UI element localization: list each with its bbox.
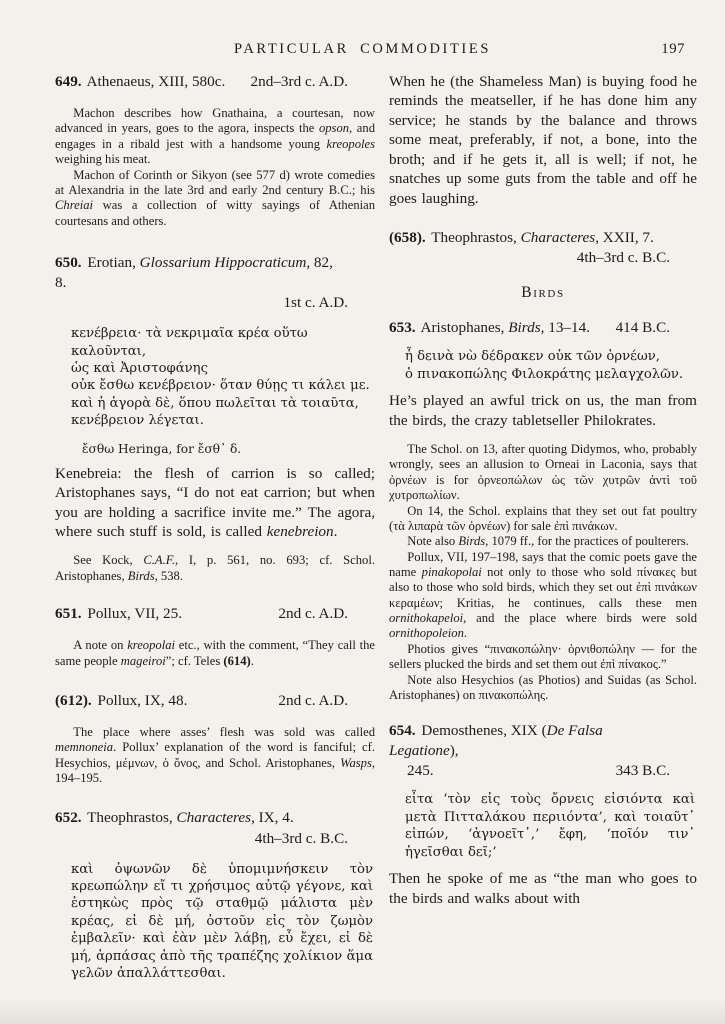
right-column: [389, 72, 697, 908]
left-column: [55, 72, 375, 983]
entry-date: 4th–3rd c. B.C.: [576, 249, 670, 267]
entry-heading-652: [55, 808, 375, 848]
entry-source: 649. Athenaeus, XIII, 580c.: [55, 73, 226, 90]
entry-source: 654. Demosthenes, XIX (De Falsa Legatione),: [389, 722, 603, 760]
entry-date: 1st c. A.D.: [283, 294, 348, 312]
note-paragraph: The place where asses’ flesh was sold was called memnoneia. Pollux’ explanation of the word is fanciful; cf. Hesychios, μέμνων, ὁ ὄνος, and Schol. Aristophanes, Wasps, 194–195.: [55, 725, 375, 786]
entry-date: 2nd c. A.D.: [278, 605, 348, 623]
entry-source: 650. Erotian, Glossarium Hippocraticum, 82, 8.: [55, 253, 333, 291]
note-paragraph: Photios gives “πινακοπώλην· ὀρνιθοπώλην — for the sellers plucked the birds and set them out ἐπὶ πίνακος.”: [389, 641, 697, 672]
entry-date: 2nd–3rd c. A.D.: [250, 73, 348, 90]
entry-653-translation: He’s played an awful trick on us, the man from the birds, the crazy tabletseller Philokrates.: [389, 392, 697, 429]
entry-heading-651: [55, 604, 375, 624]
note-paragraph: The Schol. on 13, after quoting Didymos, who, probably wrongly, sees an allusion to Orneai in Laconia, says that ὀρνέων is for ὀρνεοπώλων ὡς τῶν χυτρῶν ἀντὶ τοῦ χυτροπωλίων.: [389, 442, 697, 503]
entry-section-ref: 245.: [407, 762, 434, 780]
entry-649-commentary: [55, 106, 375, 229]
entry-653-commentary: [389, 442, 697, 703]
note-paragraph: See Kock, C.A.F., I, p. 561, no. 693; cf. Schol. Aristophanes, Birds, 538.: [55, 553, 375, 583]
entry-653-greek-quote: ἦ δεινὰ νὼ δέδρακεν οὑκ τῶν ὀρνέων, ὁ πινακοπώλης Φιλοκράτης μελαγχολῶν.: [405, 349, 684, 382]
entry-date: 343 B.C.: [615, 762, 670, 780]
entry-source: 652. Theophrastos, Characteres, IX, 4.: [55, 809, 294, 827]
note-paragraph: Note also Birds, 1079 ff., for the practices of poulterers.: [407, 534, 689, 549]
note-paragraph: Machon of Corinth or Sikyon (see 577 d) wrote comedies at Alexandria in the late 3rd and early 2nd century B.C.; his Chreiai was a collection of witty sayings of Athenian courtesans and others.: [55, 167, 375, 228]
page-number: 197: [661, 41, 685, 57]
entry-heading-650: [55, 253, 375, 313]
entry-date: 414 B.C.: [615, 319, 670, 337]
entry-654-translation: Then he spoke of me as “the man who goes to the birds and walks about with: [389, 870, 697, 907]
note-paragraph: Note also Hesychios (as Photios) and Suidas (as Schol. Aristophanes) on πινακοπώλης.: [389, 672, 697, 702]
entry-heading-612: [55, 691, 375, 711]
entry-source: (658). Theophrastos, Characteres, XXII, 7.: [389, 229, 654, 247]
entry-651-commentary: [55, 638, 375, 669]
entry-heading-658: [389, 228, 697, 268]
entry-date: 2nd c. A.D.: [278, 691, 348, 709]
entry-652-translation: When he (the Shameless Man) is buying food he reminds the meatseller, if he has done him any service; he stands by the balance and throws some meat, preferably, if not, a bone, into the broth; and if he gets it, all is well; if not, he snatches up some guts from the table and off he goes laughing.: [389, 73, 697, 207]
entry-heading-653: [389, 318, 697, 338]
running-head: PARTICULAR COMMODITIES: [234, 41, 491, 57]
note-paragraph: On 14, the Schol. explains that they set out fat poultry (τὰ λιπαρὰ τῶν ὀρνέων) for sale ἐπὶ πινάκων.: [389, 503, 697, 533]
note-paragraph: Pollux, VII, 197–198, says that the comic poets gave the name pinakopolai not only to those who sold πίνακες but also to those who sold birds, which they set out ἐπὶ πινάκων κεραμέων; Kritias, he continues, calls these men ornithokapeloi, and the place where birds were sold ornithopoleion.: [389, 549, 697, 641]
entry-650-reference-note: [55, 553, 375, 584]
entry-heading-654: [389, 721, 697, 781]
entry-source: (612). Pollux, IX, 48.: [55, 691, 188, 709]
entry-654-greek-quote: εἶτα ‘τὸν εἰς τοὺς ὄρνεις εἰσιόντα καὶ μετὰ Πιτταλάκου περιιόντα’, καὶ τοιαῦτ᾽ εἰπών, ‘ἀγνοεῖτ᾽,’ ἔφη, ‘ποῖόν τιν᾽ ἡγεῖσθαι δεῖ;’: [405, 792, 695, 860]
entry-source: 653. Aristophanes, Birds, 13–14.: [389, 319, 590, 337]
entry-650-translation: Kenebreia: the flesh of carrion is so called; Aristophanes says, “I do not eat carrion; but when you are holding a sacrifice invite me.” The agora, where such stuff is sold, is called kenebreion.: [55, 464, 375, 541]
entry-650-apparatus: ἔσθω Heringa, for ἔσθ᾽ δ.: [82, 441, 242, 456]
section-heading-birds: Birds: [521, 284, 565, 302]
entry-source: 651. Pollux, VII, 25.: [55, 605, 183, 623]
entry-650-greek-quote: κενέβρεια· τὰ νεκριμαῖα κρέα οὕτω καλοῦνται, ὡς καὶ Ἀριστοφάνης οὐκ ἔσθω κενέβρειον· ὅταν θύῃς τι κάλει με. καὶ ἡ ἀγορὰ δὲ, ὅπου πωλεῖται τὰ τοιαῦτα, κενέβρειον λέγεται.: [71, 326, 370, 429]
entry-612-commentary: [55, 725, 375, 786]
entry-heading-649: [55, 72, 375, 92]
note-paragraph: Machon describes how Gnathaina, a courtesan, now advanced in years, goes to the agora, inspects the opson, and engages in a ribald jest with a handsome young kreopoles weighing his meat.: [55, 106, 375, 167]
entry-date: 4th–3rd c. B.C.: [254, 829, 348, 847]
note-paragraph: A note on kreopolai etc., with the comment, “They call the same people mageiroi”; cf. Teles (614).: [55, 638, 375, 668]
entry-652-greek-quote: καὶ ὀψωνῶν δὲ ὑπομιμνήσκειν τὸν κρεωπώλην εἴ τι χρήσιμος αὐτῷ γέγονε, καὶ ἑστηκὼς πρὸς τῷ σταθμῷ μάλιστα μὲν κρέας, εἰ δὲ μή, ὀστοῦν εἰς τὸν ζωμὸν ἐμβαλεῖν· καὶ ἐὰν μὲν λάβῃ, εὖ ἔχει, εἰ δὲ μή, ἁρπάσας ἀπὸ τῆς τραπέζης χολίκιον ἅμα γελῶν ἀπαλλάττεσθαι.: [71, 861, 373, 982]
